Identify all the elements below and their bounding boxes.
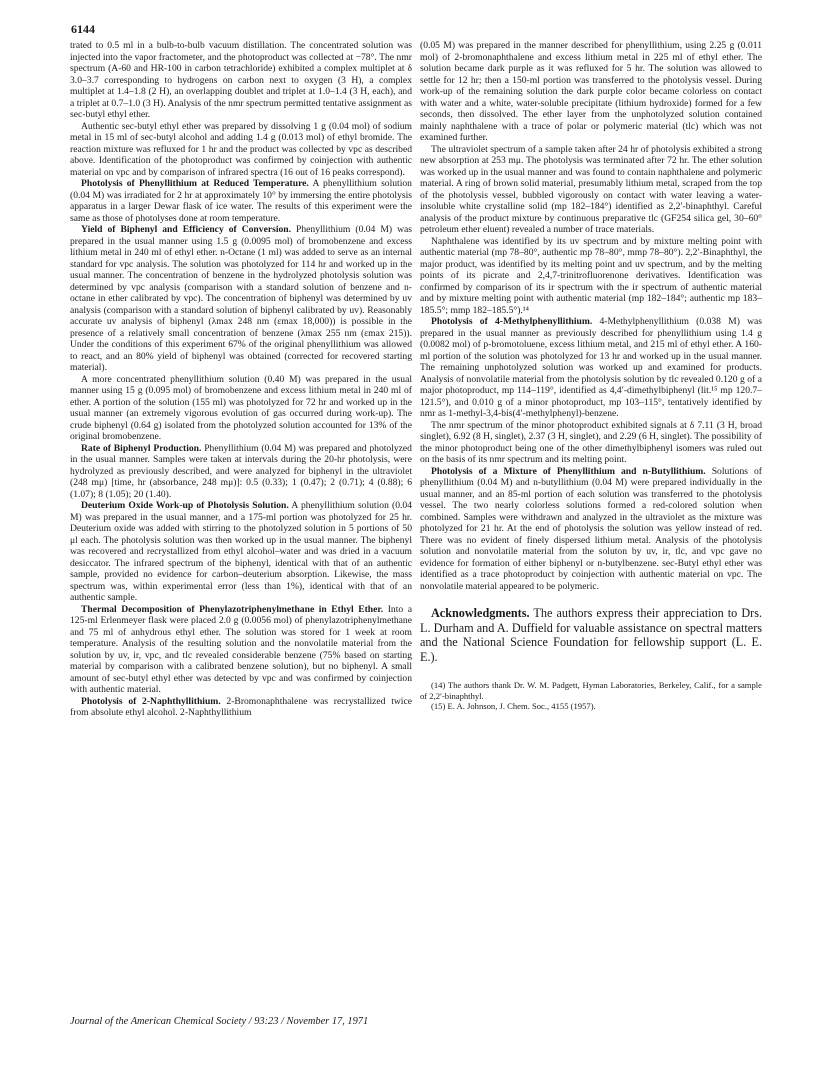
paragraph [420,420,762,466]
page-number: 6144 [71,22,95,36]
paragraph-text: Into a 125-ml Erlenmeyer flask were placed 2.0 g (0.0056 mol) of phenylazotriphenylmethane and 75 ml of anhydrous ethyl ether. The solution was stored for 1 week at room temperature. Analysis of the resulting solution and the nonvolatile material from the solution by uv, ir, vpc, and tlc revealed considerable benzene (75% based on starting material by comparison with a calibrated benzene solution), but no biphenyl. A small amount of sec-butyl ethyl ether was detected by vpc and was confirmed by coinjection with authentic material. [70,603,412,695]
paragraph-text: (0.05 M) was prepared in the manner described for phenyllithium, using 2.25 g (0.011 mol) of 2-bromonaphthalene and excess lithium metal in 225 ml of ethyl ether. The solution became dark purple as it was refluxed for 5 hr. The solution was allowed to settle for 12 hr; then a 150-ml portion was transferred to the photolysis vessel. During work-up of the remaining solution the dark purple color became colorless on contact with water and a white, water-soluble precipitate (lithium hydroxide) formed for a few seconds, then dissolved. The ether layer from the unphotolyzed solution contained mainly naphthalene with a trace of polar or polymeric material (tlc) which was not examined further. [420,40,762,143]
paragraph-text: Authentic sec-butyl ethyl ether was prepared by dissolving 1 g (0.04 mol) of sodium metal in 15 ml of sec-butyl alcohol and adding 1.4 g (0.013 mol) of ethyl bromide. The reaction mixture was refluxed for 1 hr and the product was collected by vpc as described above. Identification of the photoproduct was confirmed by coinjection with authentic material on vpc and by comparison of infrared spectra (16 out of 16 peaks correspond). [70,120,412,178]
paragraph [420,316,762,420]
journal-footer: Journal of the American Chemical Society / 93:23 / November 17, 1971 [70,1016,369,1027]
paragraph [70,443,412,501]
paragraph [70,178,412,224]
paragraph [70,500,412,604]
paragraph-text: Phenyllithium (0.04 M) was prepared and photolyzed in the usual manner. Samples were taken at intervals during the 20-hr photolysis, were hydrolyzed as previously described, and were analyzed for biphenyl in the ultraviolet (248 mμ) [time, hr (absorbance, 248 mμ)]: 0.5 (0.33); 1 (0.47); 2 (0.71); 4 (0.88); 6 (1.07); 8 (1.05); 20 (1.40). [70,442,412,500]
paragraph-text: Naphthalene was identified by its uv spectrum and by mixture melting point with authentic material (mp 78–80°, authentic mp 78–80°, mmp 78–80°). 2,2′-Binaphthyl, the major product, was identified by its melting point and uv spectrum, and by the melting points of its picrate and 2,4,7-trinitrofluorenone derivatives. Identification was confirmed by comparison of its ir spectrum with the ir spectrum of authentic material and by mixture melting point with authentic material (mp 182–184°; authentic mp 183–185.5°; mmp 182–185.5°).¹⁴ [420,235,762,316]
paragraph-text: trated to 0.5 ml in a bulb-to-bulb vacuum distillation. The concentrated solution was injected into the vapor fractometer, and the photoproduct was collected at −78°. The nmr spectrum (A-60 and HR-100 in carbon tetrachloride) exhibited a complex multiplet at δ 3.0–3.7 corresponding to hydrogens on carbon next to oxygen (3 H), a complex multiplet at 1.4–1.8 (2 H), an overlapping doublet and triplet at 1.0–1.4 (3 H, each), and a triplet at 0.7–1.0 (3 H). Analysis of the nmr spectrum permitted tentative assignment as sec-butyl ethyl ether. [70,40,412,120]
paragraph [70,374,412,443]
paragraph-text: A phenyllithium solution (0.04 M) was irradiated for 2 hr at approximately 10° by immersing the entire photolysis apparatus in a larger Dewar flask of ice water. The results of this experiment were the same as those of photolyses done at room temperature. [70,178,412,224]
paragraph-text: Solutions of phenyllithium (0.04 M) and n-butyllithium (0.04 M) were prepared individually in the usual manner, and an 85-ml portion of each solution was transferred to the photolysis vessel. The two nearly colorless solutions formed a red-colored solution when combined. Samples were withdrawn and analyzed in the ultraviolet as the mixture was photolyzed for 21 hr. At the end of photolysis the solution was yellow instead of red. There was no evident of finely dispersed lithium metal. Analysis of the photolysis solution and nonvolatile material from the soluton by uv, ir, tlc, and vpc gave no evidence for formation of either biphenyl or n-butylbenzene. sec-Butyl ethyl ether was identified as a trace photoproduct by coinjection with authentic material on vpc. The nonvolatile material appeared to be polymeric. [420,465,762,592]
paragraph [420,40,762,144]
left-column [70,40,412,719]
footnote: (14) The authors thank Dr. W. M. Padgett, Hyman Laboratories, Berkeley, Calif., for a sample of 2,2′-binaphthyl. [420,680,762,701]
paragraph-text: The ultraviolet spectrum of a sample taken after 24 hr of photolysis exhibited a strong new absorption at 253 mμ. The photolysis was terminated after 72 hr. The ether solution was worked up in the usual manner and was found to contain naphthalene and polymeric material. A ring of brown solid material, presumably lithium metal, scraped from the top of the photolysis vessel, bubbled vigorously on contact with water leaving a water-insoluble white crystalline solid (mp 182–184°) identified as 2,2′-binaphthyl. Careful analysis of the product mixture by continuous preparative tlc (GF254 silica gel, 30–60° petroleum ether eluent) revealed a number of trace materials. [420,143,762,235]
paragraph [70,604,412,696]
section-heading: Thermal Decomposition of Phenylazotriphenylmethane in Ethyl Ether. [81,603,384,615]
paragraph-text: 4-Methylphenyllithium (0.038 M) was prepared in the usual manner as previously described for phenyllithium using 1.4 g (0.0082 mol) of p-bromotoluene, excess lithium metal, and 215 ml of ethyl ether. A 160-ml portion of the solution was photolyzed for 13 hr and worked up in the usual manner. The remaining unphotolyzed solution was worked up and examined for products. Analysis of nonvolatile material from the photolysis solution by tlc revealed 0.120 g of a major photoproduct, mp 114–119°, identified as 4,4′-dimethylbiphenyl (lit.¹⁵ mp 120.7–121.5°), and 0.010 g of a minor photoproduct, mp 103–115°, tentatively identified by nmr as 1-methyl-3,4-bis(4′-methylphenyl)-benzene. [420,316,762,419]
section-heading: Photolysis of 4-Methylphenyllithium. [431,316,593,327]
paragraph [70,121,412,179]
paragraph-text: The nmr spectrum of the minor photoproduct exhibited signals at δ 7.11 (3 H, broad singlet), 6.92 (8 H, singlet), 2.37 (3 H, singlet), and 2.29 (6 H, singlet). The possibility of the minor photoproduct being one of the other dimethylbiphenyl isomers was ruled out on the basis of its nmr spectrum and its melting point. [420,419,762,465]
section-heading: Rate of Biphenyl Production. [81,442,202,454]
acknowledgments [420,606,762,664]
paragraph [70,40,412,121]
paragraph [420,144,762,236]
acknowledgments-heading: Acknowledgments. [431,606,530,620]
paragraph [70,224,412,374]
section-heading: Deuterium Oxide Work-up of Photolysis Solution. [81,500,289,511]
footnotes [420,680,762,711]
paragraph [420,236,762,317]
right-column [420,40,762,712]
paragraph-text: Phenyllithium (0.04 M) was prepared in the usual manner using 1.5 g (0.0095 mol) of bromobenzene and excess lithium metal in 240 ml of ethyl ether. n-Octane (1 ml) was added to serve as an internal standard for vpc analysis. The solution was photolyzed for 114 hr and worked up in the usual manner. The concentration of benzene in the hydrolyzed photolysis solution was determined by vpc analysis (comparison with a standard solution of benzene and n-octane in ether calibrated by vpc). The concentration of biphenyl was determined by uv analysis (comparison with a standard solution of biphenyl calibrated by uv). Reasonably accurate uv analysis of biphenyl (λmax 248 nm (εmax 18,000)) is possible in the presence of a relatively small concentration of benzene (λmax 255 nm (εmax 215)). Under the conditions of this experiment 67% of the original phenyllithium was allowed to react, and an 80% yield of biphenyl was obtained (corrected for recovered starting material). [70,224,412,373]
section-heading: Photolysis of 2-Naphthyllithium. [81,695,221,707]
paragraph [70,696,412,719]
section-heading: Yield of Biphenyl and Efficiency of Conversion. [81,224,292,235]
footnote: (15) E. A. Johnson, J. Chem. Soc., 4155 (1957). [431,701,596,712]
section-heading: Photolysis of a Mixture of Phenyllithium and n-Butyllithium. [431,465,706,477]
paragraph-text: 2-Bromonaphthalene was recrystallized twice from absolute ethyl alcohol. 2-Naphthyllithium [70,695,412,718]
acknowledgments-text: The authors express their appreciation to Drs. L. Durham and A. Duffield for valuable assistance on spectral matters and the National Science Foundation for fellowship support (L. E. E.). [420,606,762,664]
section-heading: Photolysis of Phenyllithium at Reduced Temperature. [81,178,309,189]
paragraph-text: A phenyllithium solution (0.04 M) was prepared in the usual manner, and a 175-ml portion was photolyzed for 25 hr. Deuterium oxide was added with stirring to the photolyzed solution in 5 portions of 50 μl each. The photolysis solution was then worked up in the usual manner. The biphenyl was recovered and recrystallized from ethyl alcohol–water and was dried in a vacuum desiccator. The infrared spectrum of the biphenyl, identical with that of an authentic sample, provided no evidence for carbon–deuterium absorption. Likewise, the mass spectrum was, within experimental error (less than 1%), identical with that of an authentic sample. [70,500,413,603]
paragraph [420,466,762,593]
paragraph-text: A more concentrated phenyllithium solution (0.40 M) was prepared in the usual manner using 15 g (0.095 mol) of bromobenzene and excess lithium metal in 240 ml of ether. A portion of the solution (155 ml) was photolyzed for 72 hr and worked up in the usual manner (an extremely vigorous evolution of gas occurred during work-up). The crude biphenyl (0.64 g) isolated from the photolyzed solution accounted for 13% of the original bromobenzene. [70,373,412,442]
